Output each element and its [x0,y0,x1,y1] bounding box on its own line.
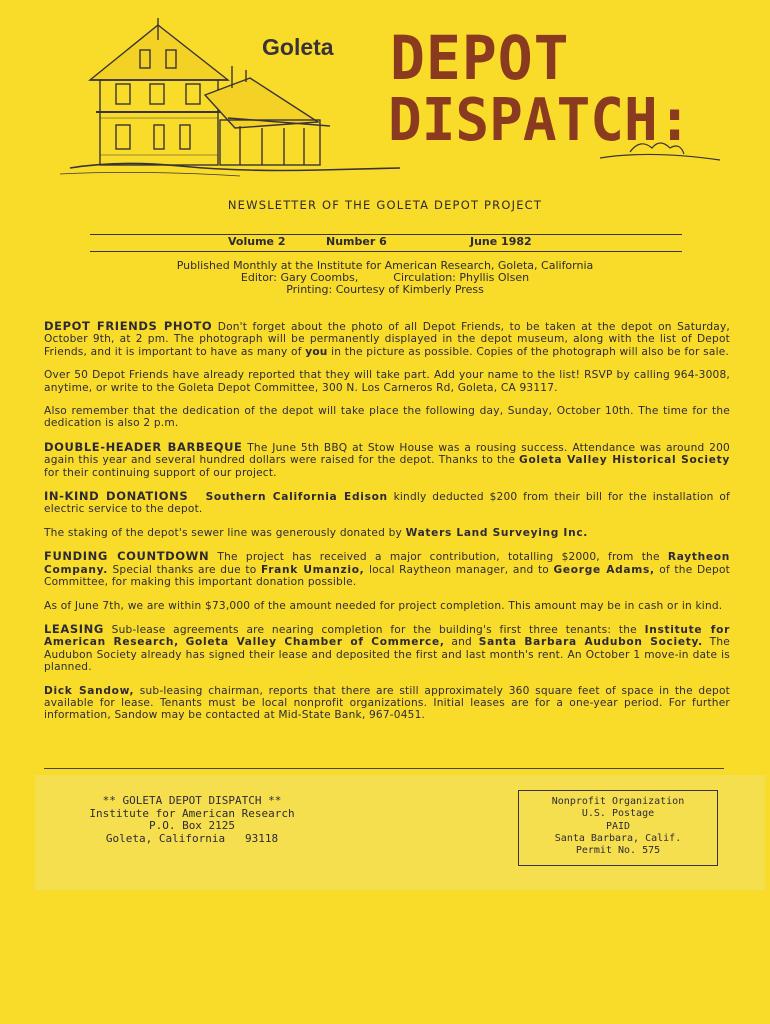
text: The Audubon Society already has signed their lease and deposited the first and last month's rent. An October 1 move-in date is planned. [44,636,730,674]
masthead-depot: DEPOT [390,22,570,94]
article-bbq [44,441,730,479]
text: Don't forget about the photo of all Depot Friends, to be taken at the depot on Saturday, October 9th, at 2 pm. The photograph will be permanently displayed in the depot museum, along with the list of Depot Friends, and it is important to have as many of [44,321,730,358]
heading-barbeque: DOUBLE-HEADER BARBEQUE [44,439,243,454]
text: of the Depot Committee, for making this important donation possible. [44,563,730,589]
emphasis: you [305,345,328,358]
pub-line-3: Printing: Courtesy of Kimberly Press [286,283,484,296]
issue-date: June 1982 [470,235,532,248]
article-staking [44,527,730,539]
text: The staking of the depot's sewer line was generously donated by [44,526,406,539]
heading-funding: FUNDING COUNTDOWN [44,549,210,564]
postage-line: Permit No. 575 [575,845,661,857]
text: local Raytheon manager, and to [364,563,554,576]
return-address-line: Goleta, California 93118 [105,831,279,845]
article-funding [44,550,730,588]
person-name: Frank Umanzio, [260,563,365,576]
heading-inkind: IN-KIND DONATIONS [44,489,189,504]
text: kindly deducted $200 from their bill for the installation of electric service to the depot. [44,491,730,516]
organization-name: Southern California Edison [205,491,388,504]
return-address [42,795,342,845]
publication-info [80,260,690,296]
heading-depot-friends-photo: DEPOT FRIENDS PHOTO [44,319,213,333]
postage-line: Santa Barbara, Calif. [554,832,682,844]
article-photo [44,320,730,358]
pub-line-2: Editor: Gary Coombs, Circulation: Phyllis Olsen [240,271,530,284]
organization-name: Santa Barbara Audubon Society. [478,636,703,649]
newsletter-body [44,320,730,733]
masthead [0,0,770,195]
organization-name: Goleta Valley Historical Society [519,454,730,467]
text [179,636,186,648]
return-address-line: Institute for American Research [89,806,295,820]
article-inkind [44,490,730,516]
issue-bar [90,234,682,252]
text: Special thanks are due to [107,563,261,576]
issue-volume: Volume 2 [228,235,286,248]
text: in the picture as possible. Copies of the photograph will also be for sale. [327,345,730,358]
issue-number: Number 6 [326,235,387,248]
text: sub-leasing chairman, reports that there are still approximately 360 square feet of space in the depot available for lease. Tenants must be local nonprofit organizations. Initial leases are for a one-year period. For further information, Sandow may be contacted at Mid-State Bank, 967-0451. [44,684,730,722]
divider-rule [44,768,724,769]
postage-line: PAID [605,820,631,832]
article-sandow [44,685,730,722]
postage-indicia [518,790,718,866]
text: for their continuing support of our project. [44,466,277,479]
postage-line: Nonprofit Organization [551,796,685,807]
article-leasing [44,623,730,674]
newsletter-subtitle: NEWSLETTER OF THE GOLETA DEPOT PROJECT [227,198,543,212]
text: Sub-lease agreements are nearing completion for the building's first three tenants: the [103,623,645,636]
organization-name: Institute for American Research, [44,623,730,649]
heading-leasing: LEASING [44,621,104,636]
return-address-line: P.O. Box 2125 [148,819,236,833]
masthead-dispatch: DISPATCH: [388,86,692,155]
text: and [444,636,479,649]
organization-name: Raytheon Company. [44,551,730,576]
text: The project has received a major contribution, totalling $2000, from the [209,551,668,564]
organization-name: Waters Land Surveying Inc. [405,526,589,539]
masthead-goleta: Goleta [262,34,334,60]
postage-line: U.S. Postage [581,808,655,820]
person-name: Dick Sandow, [44,684,135,697]
article-countdown: As of June 7th, we are within $73,000 of the amount needed for project completion. This amount may be in cash or in kind. [44,599,723,612]
return-address-line: ** GOLETA DEPOT DISPATCH ** [102,794,282,807]
article-dedication: Also remember that the dedication of the depot will take place the following day, Sunday, October 10th. The time for the dedication is also 2 p.m. [44,405,730,430]
article-friends: Over 50 Depot Friends have already reported that they will take part. Add your name to the list! RSVP by calling 964-3008, anytime, or write to the Goleta Depot Committee, 300 N. Los Carneros Rd, Goleta, CA 93117. [44,369,730,394]
person-name: George Adams, [553,563,655,576]
text: The June 5th BBQ at Stow House was a rousing success. Attendance was around 200 again this year and several hundred dollars were raised for the depot. Thanks to the [44,441,730,467]
pub-line-1: Published Monthly at the Institute for American Research, Goleta, California [176,259,594,272]
organization-name: Goleta Valley Chamber of Commerce, [185,636,445,649]
